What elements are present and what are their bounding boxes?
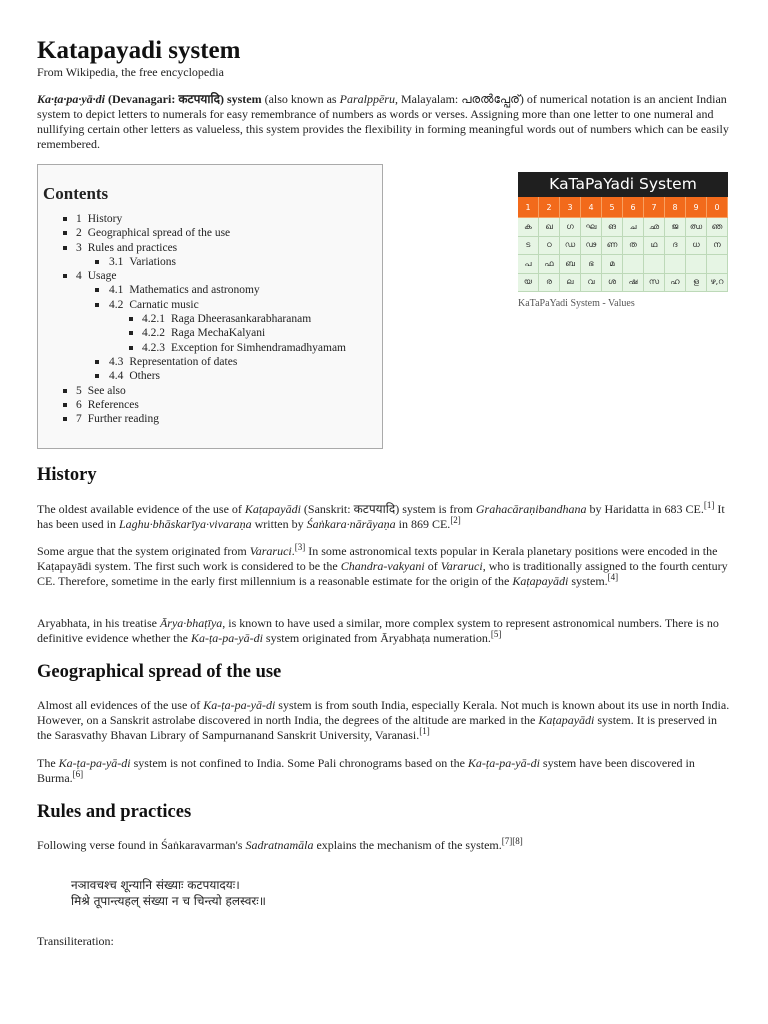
figure-letter-cell: ഛ (644, 218, 665, 237)
toc-number: 4.2.1 (142, 313, 165, 326)
toc-item-usage[interactable] (38, 269, 382, 283)
figure-header-cell: 5 (602, 197, 623, 218)
figure-letter-cell: ള (686, 274, 707, 293)
text: explains the mechanism of the system. (313, 838, 502, 852)
figure-letter-cell: ച (623, 218, 644, 237)
intro-paragraph (37, 92, 731, 152)
citation-link[interactable]: [1] (419, 726, 430, 736)
citation-link[interactable]: [2] (450, 515, 461, 525)
figure-letter-cell: ഢ (581, 237, 602, 256)
figure-letter-cell: ഝ (686, 218, 707, 237)
figure-header-cell: 8 (665, 197, 686, 218)
text: by Haridatta in 683 CE. (586, 502, 704, 516)
toc-item-further-reading[interactable] (38, 412, 382, 426)
toc-title: Contents (43, 184, 109, 203)
term: Ka-ṭa-pa-yā-di (203, 698, 276, 712)
toc-list (38, 212, 382, 426)
text: in 869 CE. (395, 517, 451, 531)
toc-label: Rules and practices (87, 241, 178, 254)
citation-link[interactable]: [1] (703, 500, 715, 510)
figure-letter-cell: ബ (560, 255, 581, 274)
figure-letter-cell: ഘ (581, 218, 602, 237)
figure-letter-cell: ഗ (560, 218, 581, 237)
toc-item-variations[interactable] (38, 255, 382, 269)
figure-letter-cell: ഫ (539, 255, 560, 274)
term: Ka-ṭa-pa-yā-di (58, 756, 131, 770)
toc-item-simhendramadhyamam[interactable] (38, 341, 382, 355)
intro-rest: , Malayalam: പരല്‍പ്പേര്) of numerical notation is an ancient Indian system to depict letters to numerals for easy remembrance of numbers as words or verses. Assigning more than one letter to one numeral and nullifying certain other letters as valueless, this system provides the flexibility in forming meaningful words out of numbers which can be easily remembered. (37, 92, 729, 151)
figure-caption: KaTaPaYadi System - Values (518, 298, 635, 309)
figure-letter-cell: ത (623, 237, 644, 256)
intro-text: (also known as (261, 92, 340, 106)
toc-number: 5 (76, 384, 82, 397)
history-paragraph-3 (37, 616, 731, 646)
figure-letter-cell (665, 255, 686, 274)
text: system. (568, 574, 608, 588)
toc-label: References (87, 398, 139, 411)
geo-paragraph-1 (37, 698, 731, 743)
text: Following verse found in Śaṅkaravarman's (37, 838, 246, 852)
figure-letter-cell: വ (581, 274, 602, 293)
figure-letter-cell: ന (707, 237, 728, 256)
toc-number: 3 (76, 241, 82, 254)
text: system originated from Āryabhaṭa numeration. (262, 631, 491, 645)
text: system. It is preserved in the Sarasvathy Bhavan Library of Sampurnanand Sanskrit University, Varanasi. (37, 713, 718, 742)
toc-label: Representation of dates (129, 355, 238, 368)
text: Some argue that the system originated from (37, 544, 250, 558)
text: , is known to have used a similar, more complex system to represent astronomical numbers. There is no definitive evidence whether the (37, 616, 719, 645)
figure-letter-cell: സ (644, 274, 665, 293)
toc-item-geographical[interactable] (38, 226, 382, 240)
text: (Sanskrit: कटपयादि) system is from (300, 502, 476, 516)
figure-letter-cell: ഥ (644, 237, 665, 256)
figure-letter-cell: ഠ (539, 237, 560, 256)
citation-link[interactable]: [5] (490, 629, 502, 639)
figure-header-cell: 1 (518, 197, 539, 218)
term: Ka-ṭa-pa-yā-di (190, 631, 263, 645)
work-title: Grahacāraṇibandhana (475, 502, 587, 516)
text: It has been used in (37, 502, 725, 531)
toc-number: 2 (76, 227, 82, 240)
toc-label: Carnatic music (129, 298, 199, 311)
toc-item-others[interactable] (38, 369, 382, 383)
toc-item-history[interactable] (38, 212, 382, 226)
work-title: Chandra-vakyani (340, 559, 425, 573)
figure-letter-cell: പ (518, 255, 539, 274)
figure-letter-cell: ശ (602, 274, 623, 293)
tagline: From Wikipedia, the free encyclopedia (37, 65, 224, 79)
figure-letter-cell: ഷ (623, 274, 644, 293)
toc-number: 4 (76, 270, 82, 283)
text: . (291, 544, 295, 558)
figure-title: KaTaPaYadi System (518, 172, 728, 197)
figure-letter-cell (623, 255, 644, 274)
person-name: Vararuci (440, 559, 483, 573)
figure-letter-cell: ക (518, 218, 539, 237)
toc-number: 1 (76, 213, 82, 225)
work-title: Laghu·bhāskarīya·vivaraṇa (118, 517, 252, 531)
figure-letter-cell: ഖ (539, 218, 560, 237)
toc-number: 4.1 (109, 284, 124, 297)
figure-letter-cell: ട (518, 237, 539, 256)
figure-letter-cell: ല (560, 274, 581, 293)
intro-term: Ka·ṭa·pa·yā·di (37, 92, 105, 106)
article (37, 36, 731, 948)
text: , who is traditionally assigned to the fourth century CE. Therefore, sometime in the early first millennium is a reasonable estimate for the origin of the (37, 559, 728, 588)
figure-letter-cell: യ (518, 274, 539, 293)
heading-rules: Rules and practices (37, 802, 192, 822)
verse-line-1: नञावचश्च शून्यानि संख्याः कटपयादयः। (71, 878, 240, 892)
heading-history: History (37, 465, 97, 485)
toc-number: 4.2.3 (142, 341, 165, 354)
page-title: Katapayadi system (37, 37, 241, 64)
history-paragraph-1 (37, 502, 731, 532)
toc-item-dheerasankarabharanam[interactable] (38, 312, 382, 326)
figure-letter-cell: ങ (602, 218, 623, 237)
toc-item-see-also[interactable] (38, 384, 382, 398)
toc-item-dates[interactable] (38, 355, 382, 369)
figure-letter-cell: ദ (665, 237, 686, 256)
term: Kaṭapayādi (244, 502, 301, 516)
text: of (424, 559, 441, 573)
toc-label: See also (87, 384, 126, 397)
text: Almost all evidences of the use of (37, 698, 204, 712)
toc-number: 4.2.2 (142, 327, 165, 340)
toc-label: Exception for Simhendramadhyamam (171, 341, 347, 354)
toc-item-mathematics[interactable] (38, 283, 382, 297)
text: written by (251, 517, 307, 531)
toc-label: Others (129, 370, 161, 383)
figure-letter-cell: മ (602, 255, 623, 274)
term: Kaṭapayādi (512, 574, 569, 588)
toc-label: Variations (129, 255, 177, 268)
text: In some astronomical texts popular in Kerala planetary positions were encoded in the Kaṭapayādi system. The first such work is considered to be the (37, 544, 718, 573)
toc-label: History (87, 213, 123, 225)
citation-link[interactable]: [6] (72, 769, 84, 779)
toc-label: Further reading (87, 413, 159, 426)
toc-item-rules[interactable] (38, 241, 382, 255)
katapayadi-figure[interactable] (518, 172, 728, 310)
text: The (37, 756, 59, 770)
toc-item-carnatic[interactable] (38, 298, 382, 312)
work-title: Sadratnamāla (245, 838, 314, 852)
citation-link[interactable]: [4] (607, 572, 619, 582)
toc-number: 7 (76, 413, 82, 426)
figure-header-cell: 0 (707, 197, 728, 218)
toc-number: 4.3 (109, 355, 124, 368)
history-paragraph-2 (37, 544, 731, 589)
figure-grid (518, 197, 728, 292)
citation-link[interactable]: [3] (294, 542, 306, 552)
term: Kaṭapayādi (538, 713, 595, 727)
text: Aryabhata, in his treatise (37, 616, 160, 630)
figure-letter-cell (686, 255, 707, 274)
table-of-contents (37, 164, 383, 449)
figure-letter-cell (707, 255, 728, 274)
text: system is not confined to India. Some Pali chronograms based on the (130, 756, 468, 770)
figure-letter-cell: ഹ (665, 274, 686, 293)
toc-number: 6 (76, 398, 82, 411)
intro-aka: Paralppēru (339, 92, 395, 106)
figure-letter-cell: ര (539, 274, 560, 293)
text: system have been discovered in Burma. (37, 756, 695, 785)
figure-letter-cell: ഭ (581, 255, 602, 274)
verse-line-2: मिश्रे तूपान्त्यहल् संख्या न च चिन्त्यो हलस्वरः॥ (71, 894, 266, 908)
toc-label: Mathematics and astronomy (129, 284, 260, 297)
toc-label: Raga MechaKalyani (171, 327, 266, 340)
figure-letter-cell: ണ (602, 237, 623, 256)
figure-letter-cell: ഞ (707, 218, 728, 237)
figure-letter-cell: ജ (665, 218, 686, 237)
text: The oldest available evidence of the use of (37, 502, 245, 516)
figure-header-cell: 6 (623, 197, 644, 218)
figure-letter-cell: ധ (686, 237, 707, 256)
toc-number: 3.1 (109, 255, 124, 268)
toc-label: Geographical spread of the use (87, 227, 231, 240)
term: Ka-ṭa-pa-yā-di (467, 756, 540, 770)
text: system is from south India, especially Kerala. Not much is known about its use in north India. However, on a Sanskrit astrolabe discovered in north India, the degrees of the altitude are marked in the (37, 698, 730, 727)
figure-letter-cell (644, 255, 665, 274)
figure-header-cell: 4 (581, 197, 602, 218)
figure-header-cell: 9 (686, 197, 707, 218)
toc-label: Usage (87, 270, 117, 283)
toc-item-mechakalyani[interactable] (38, 326, 382, 340)
figure-letter-cell: ഴ,റ (707, 274, 728, 293)
figure-letter-cell: ഡ (560, 237, 581, 256)
figure-header-cell: 3 (560, 197, 581, 218)
work-title: Ārya·bhaṭīya (159, 616, 223, 630)
intro-devanagari: (Devanagari: कटपयादि) system (108, 92, 262, 106)
geo-paragraph-2 (37, 756, 731, 786)
toc-label: Raga Dheerasankarabharanam (171, 313, 312, 326)
toc-number: 4.4 (109, 370, 124, 383)
verse-block (71, 877, 671, 909)
transliteration-label: Transiliteration: (37, 934, 114, 948)
toc-number: 4.2 (109, 298, 124, 311)
figure-header-cell: 2 (539, 197, 560, 218)
figure-header-cell: 7 (644, 197, 665, 218)
toc-item-references[interactable] (38, 398, 382, 412)
citation-link[interactable]: [7][8] (501, 836, 523, 846)
author-name: Śaṅkara·nārāyaṇa (306, 517, 396, 531)
rules-paragraph-1 (37, 838, 731, 853)
heading-geographical: Geographical spread of the use (37, 662, 282, 682)
person-name: Vararuci (249, 544, 292, 558)
